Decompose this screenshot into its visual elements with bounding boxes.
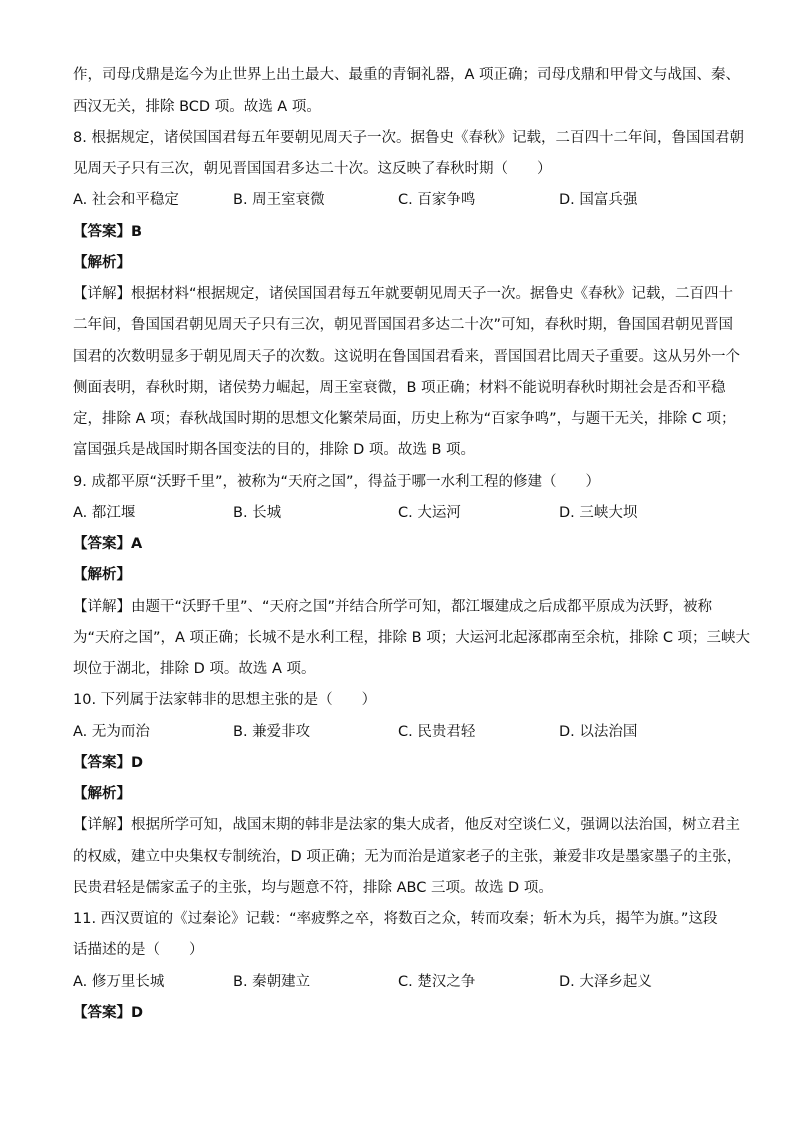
- detail-line: 定，排除 A 项；春秋战国时期的思想文化繁荣局面，历史上称为“百家争鸣”，与题干无关，排除 C 项；: [73, 411, 736, 427]
- option-b: B. 周王室衰微: [233, 192, 325, 208]
- question-stem: 11. 西汉贾谊的《过秦论》记载：“率疲弊之卒，将数百之众，转而攻秦；斩木为兵，揭竿为旗。”这段: [73, 911, 718, 927]
- question-stem: 话描述的是（ ）: [73, 942, 204, 958]
- option-b: B. 秦朝建立: [233, 974, 311, 990]
- analysis-label: 【解析】: [73, 786, 131, 802]
- detail-line: 【详解】由题干“沃野千里”、“天府之国”并结合所学可知，都江堰建成之后成都平原成为沃野，被称: [73, 599, 713, 615]
- option-c: C. 楚汉之争: [398, 974, 476, 990]
- detail-line: 【详解】根据所学可知，战国末期的韩非是法家的集大成者，他反对空谈仁义，强调以法治国，树立君主: [73, 817, 740, 833]
- detail-line: 侧面表明，春秋时期，诸侯势力崛起，周王室衰微，B 项正确；材料不能说明春秋时期社会是否和平稳: [73, 380, 726, 396]
- question-stem: 见周天子只有三次，朝见晋国国君多达二十次。这反映了春秋时期（ ）: [73, 161, 552, 177]
- option-a: A. 修万里长城: [73, 974, 165, 990]
- answer-label: 【答案】D: [73, 755, 144, 771]
- analysis-label: 【解析】: [73, 255, 131, 271]
- option-d: D. 以法治国: [559, 724, 638, 740]
- question-stem: 9. 成都平原“沃野千里”，被称为“天府之国”，得益于哪一水利工程的修建（ ）: [73, 474, 600, 490]
- option-a: A. 社会和平稳定: [73, 192, 179, 208]
- option-b: B. 兼爱非攻: [233, 724, 311, 740]
- detail-line: 【详解】根据材料“根据规定，诸侯国国君每五年就要朝见周天子一次。据鲁史《春秋》记载，二百四十: [73, 286, 734, 302]
- option-b: B. 长城: [233, 505, 282, 521]
- option-c: C. 民贵君轻: [398, 724, 476, 740]
- option-a: A. 无为而治: [73, 724, 150, 740]
- text-line: 作，司母戊鼎是迄今为止世界上出土最大、最重的青铜礼器，A 项正确；司母戊鼎和甲骨文与战国、秦、: [73, 67, 741, 83]
- option-c: C. 大运河: [398, 505, 461, 521]
- option-a: A. 都江堰: [73, 505, 136, 521]
- option-c: C. 百家争鸣: [398, 192, 476, 208]
- option-d: D. 大泽乡起义: [559, 974, 652, 990]
- analysis-label: 【解析】: [73, 567, 131, 583]
- detail-line: 民贵君轻是儒家孟子的主张，均与题意不符，排除 ABC 三项。故选 D 项。: [73, 880, 553, 896]
- option-d: D. 三峡大坝: [559, 505, 638, 521]
- detail-line: 二年间，鲁国国君朝见周天子只有三次，朝见晋国国君多达二十次”可知，春秋时期，鲁国国君朝见晋国: [73, 317, 734, 333]
- question-stem: 10. 下列属于法家韩非的思想主张的是（ ）: [73, 692, 377, 708]
- answer-label: 【答案】B: [73, 224, 143, 240]
- detail-line: 的权威，建立中央集权专制统治，D 项正确；无为而治是道家老子的主张，兼爱非攻是墨家墨子的主张，: [73, 849, 742, 865]
- detail-line: 国君的次数明显多于朝见周天子的次数。这说明在鲁国国君看来，晋国国君比周天子重要。这从另外一个: [73, 349, 740, 365]
- text-line: 西汉无关，排除 BCD 项。故选 A 项。: [73, 99, 321, 115]
- detail-line: 为“天府之国”，A 项正确；长城不是水利工程，排除 B 项；大运河北起涿郡南至余杭，排除 C 项；三峡大: [73, 630, 751, 646]
- question-stem: 8. 根据规定，诸侯国国君每五年要朝见周天子一次。据鲁史《春秋》记载，二百四十二年间，鲁国国君朝: [73, 130, 744, 146]
- option-d: D. 国富兵强: [559, 192, 638, 208]
- detail-line: 富国强兵是战国时期各国变法的目的，排除 D 项。故选 B 项。: [73, 442, 476, 458]
- answer-label: 【答案】D: [73, 1005, 144, 1021]
- answer-label: 【答案】A: [73, 536, 143, 552]
- detail-line: 坝位于湖北，排除 D 项。故选 A 项。: [73, 661, 316, 677]
